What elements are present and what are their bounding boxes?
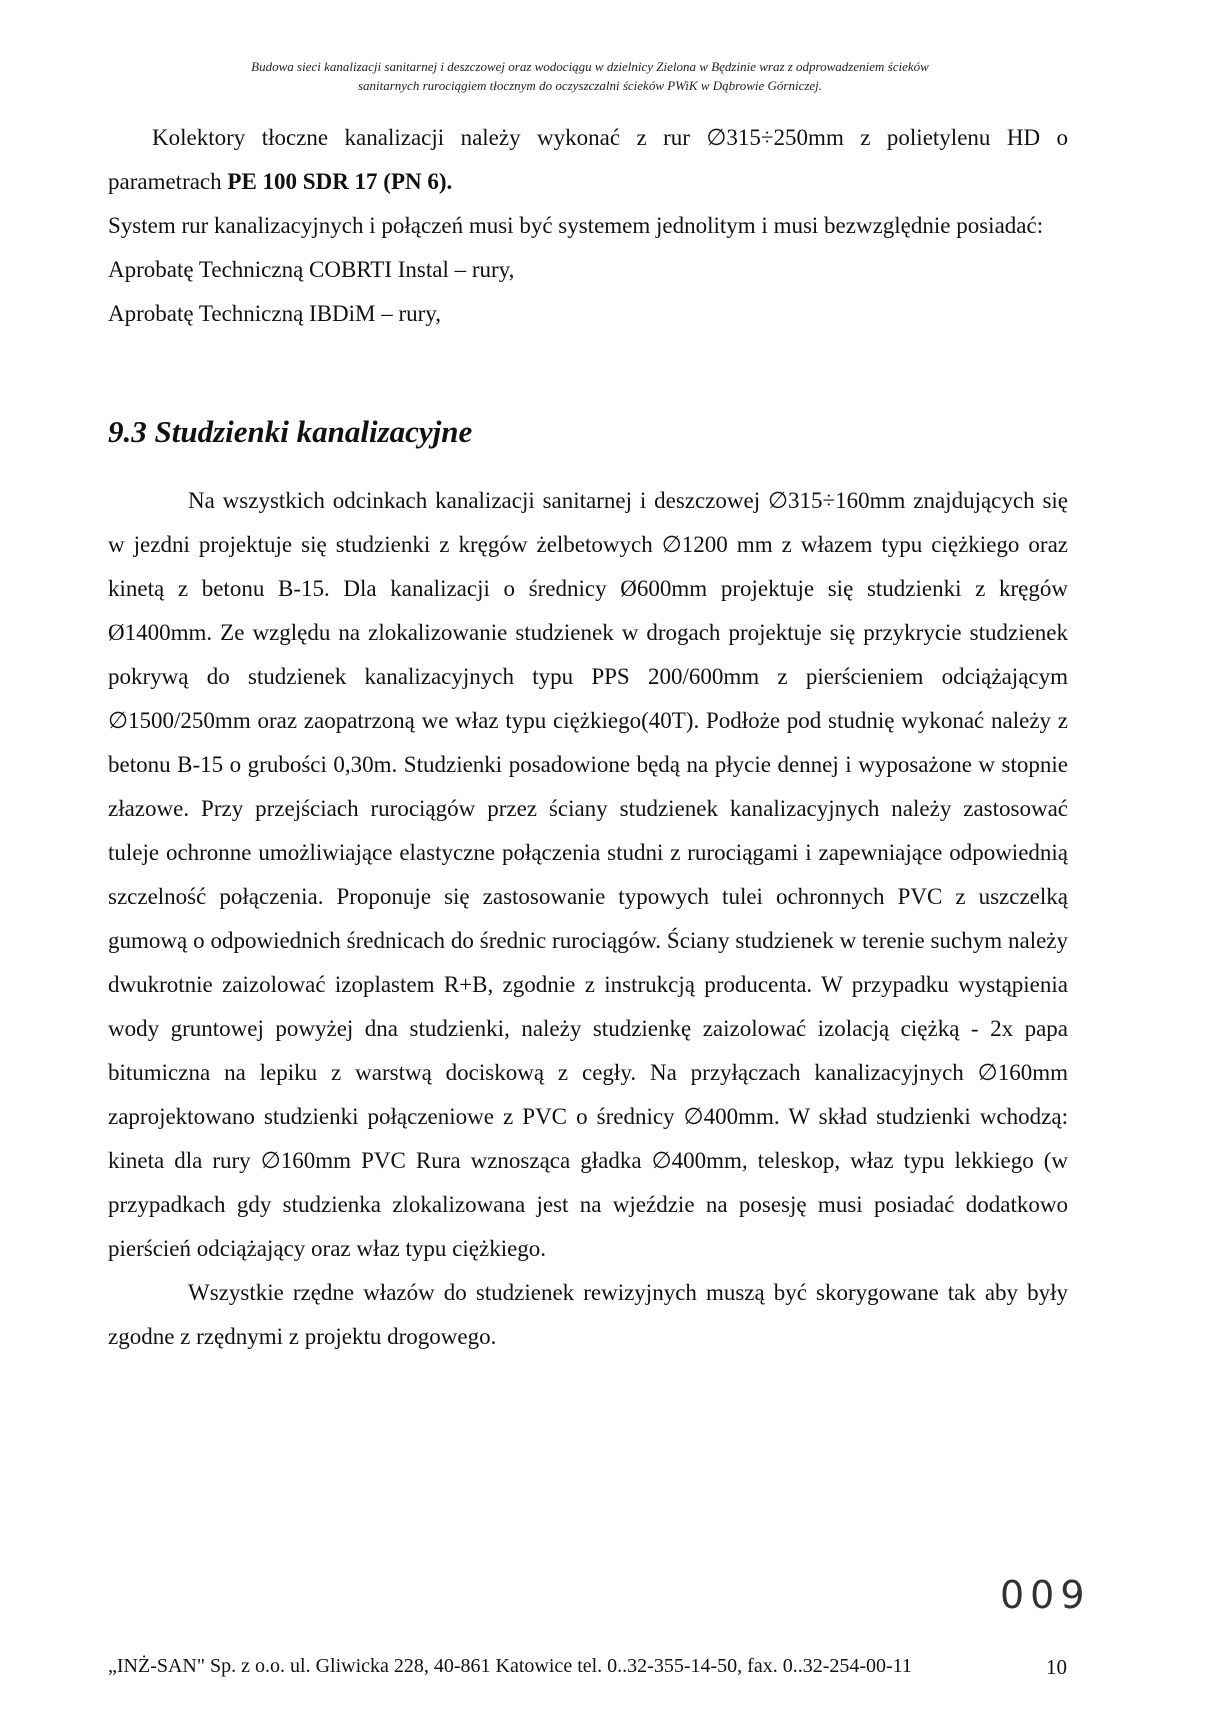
approval-ibdim: Aprobatę Techniczną IBDiM – rury, — [108, 301, 442, 326]
page-number: 10 — [1046, 1655, 1067, 1679]
intro-block — [108, 116, 1068, 336]
section-paragraph-1: Na wszystkich odcinkach kanalizacji sanitarnej i deszczowej ∅315÷160mm znajdujących się w jezdni projektuje się studzienki z kręgów żelbetowych ∅1200 mm z włazem typu ciężkiego oraz kinetą z betonu B-15. Dla kanalizacji o średnicy Ø600mm projektuje się studzienki z kręgów Ø1400mm. Ze względu na zlokalizowanie studzienek w drogach projektuje się przykrycie studzienek pokrywą do studzienek kanalizacyjnych typu PPS 200/600mm z pierścieniem odciążającym ∅1500/250mm oraz zaopatrzoną we właz typu ciężkiego(40T). Podłoże pod studnię wykonać należy z betonu B-15 o grubości 0,30m. Studzienki posadowione będą na płycie dennej i wyposażone w stopnie złazowe. Przy przejściach rurociągów przez ściany studzienek kanalizacyjnych należy zastosować tuleje ochronne umożliwiające elastyczne połączenia studni z rurociągami i zapewniające odpowiednią szczelność połączenia. Proponuje się zastosowanie typowych tulei ochronnych PVC z uszczelką gumową o odpowiednich średnicach do średnic rurociągów. Ściany studzienek w terenie suchym należy dwukrotnie zaizolować izoplastem R+B, zgodnie z instrukcją producenta. W przypadku wystąpienia wody gruntowej powyżej dna studzienki, należy studzienkę zaizolować izolacją ciężką - 2x papa bitumiczna na lepiku z warstwą dociskową z cegły. Na przyłączach kanalizacyjnych ∅160mm zaprojektowano studzienki połączeniowe z PVC o średnicy ∅400mm. W skład studzienki wchodzą: kineta dla rury ∅160mm PVC Rura wznosząca gładka ∅400mm, teleskop, właz typu lekkiego (w przypadkach gdy studzienka zlokalizowana jest na wjeździe na posesję musi posiadać dodatkowo pierścień odciążający oraz właz typu ciężkiego. — [108, 488, 1068, 1261]
intro-paragraph-2: System rur kanalizacyjnych i połączeń musi być systemem jednolitym i musi bezwzględnie posiadać: — [108, 213, 1044, 238]
pe-spec: PE 100 SDR 17 (PN 6). — [227, 169, 453, 194]
header-line-2: sanitarnych rurociągiem tłocznym do oczyszczalni ścieków PWiK w Dąbrowie Górniczej. — [357, 78, 823, 93]
approval-cobrti: Aprobatę Techniczną COBRTI Instal – rury, — [108, 257, 515, 282]
section-paragraph-2: Wszystkie rzędne włazów do studzienek rewizyjnych muszą być skorygowane tak aby były zgodne z rzędnymi z projektu drogowego. — [108, 1280, 1068, 1349]
intro-text: Kolektory tłoczne kanalizacji należy wykonać z rur ∅315÷250mm z polietylenu HD o parametrach — [108, 125, 1068, 194]
handwritten-page-stamp: 009 — [1000, 1573, 1091, 1617]
footer-company-info: „INŻ-SAN" Sp. z o.o. ul. Gliwicka 228, 40-861 Katowice tel. 0..32-355-14-50, fax. 0..32-254-00-11 — [108, 1655, 912, 1677]
section-heading: 9.3 Studzienki kanalizacyjne — [108, 414, 473, 449]
header-line-1: Budowa sieci kanalizacji sanitarnej i deszczowej oraz wodociągu w dzielnicy Zielona w Będzinie wraz z odprowadzeniem ścieków — [251, 59, 929, 74]
intro-paragraph-1 — [108, 116, 1068, 204]
section-body — [108, 479, 1068, 1359]
